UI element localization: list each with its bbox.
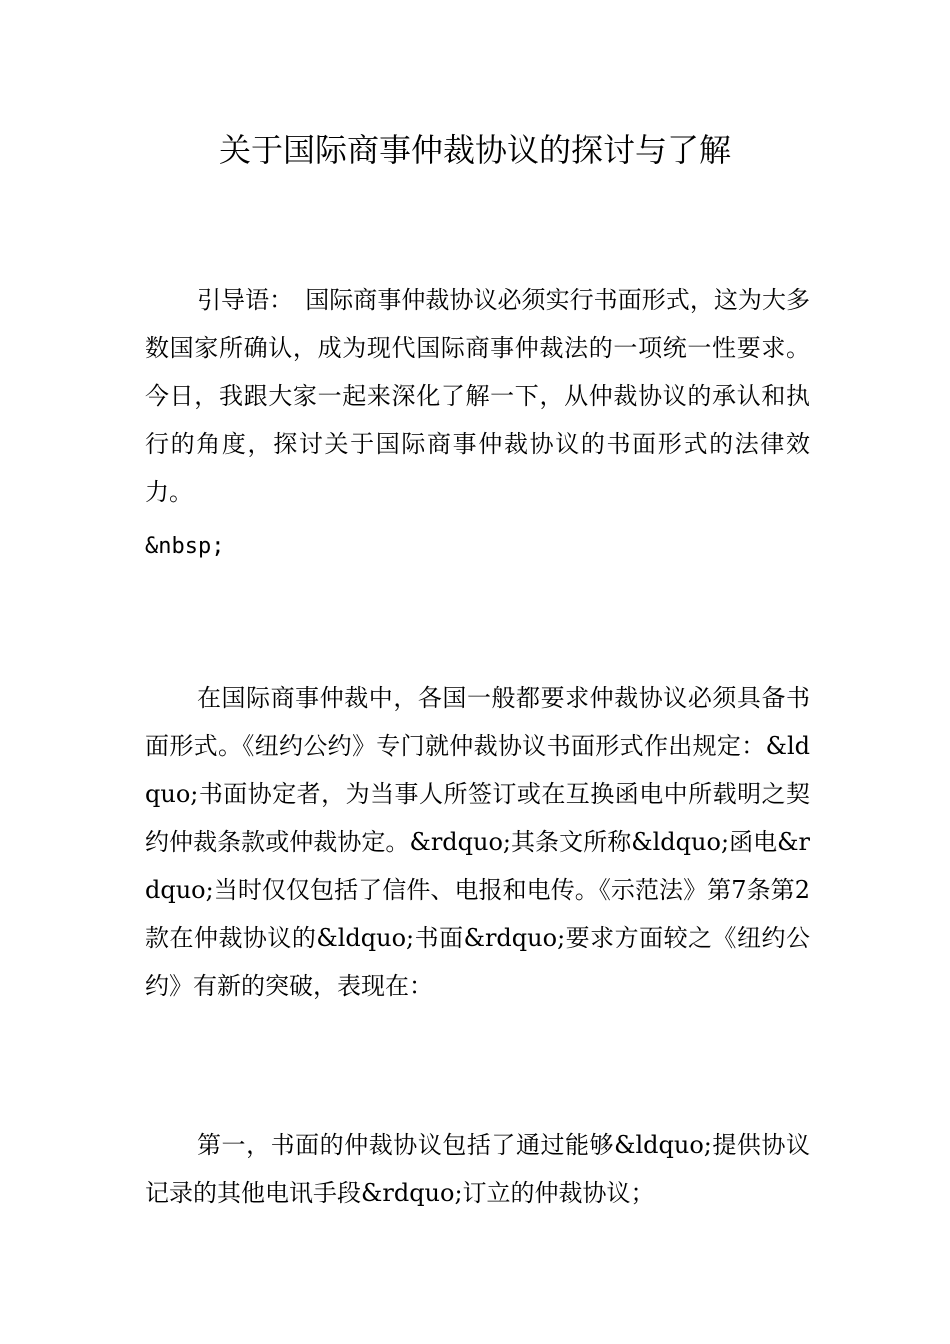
intro-paragraph: 引导语： 国际商事仲裁协议必须实行书面形式，这为大多数国家所确认，成为现代国际商事仲裁法的一项统一性要求。今日，我跟大家一起来深化了解一下，从仲裁协议的承认和执行的角度，探讨关于国际商事仲裁协议的书面形式的法律效力。	[145, 286, 810, 506]
document-title: 关于国际商事仲裁协议的探讨与了解	[218, 131, 731, 169]
body-paragraph-written-form: 在国际商事仲裁中，各国一般都要求仲裁协议必须具备书面形式。《纽约公约》专门就仲裁协议书面形式作出规定：&ldquo;书面协定者，为当事人所签订或在互换函电中所载明之契约仲裁条款或仲裁协定。&rdquo;其条文所称&ldquo;函电&rdquo;当时仅仅包括了信件、电报和电传。《示范法》第7条第2款在仲裁协议的&ldquo;书面&rdquo;要求方面较之《纽约公约》有新的突破，表现在：	[145, 684, 810, 1000]
nbsp-artifact-line: &nbsp;	[145, 534, 225, 559]
body-paragraph-first-point: 第一，书面的仲裁协议包括了通过能够&ldquo;提供协议记录的其他电讯手段&rdquo;订立的仲裁协议；	[145, 1131, 810, 1207]
